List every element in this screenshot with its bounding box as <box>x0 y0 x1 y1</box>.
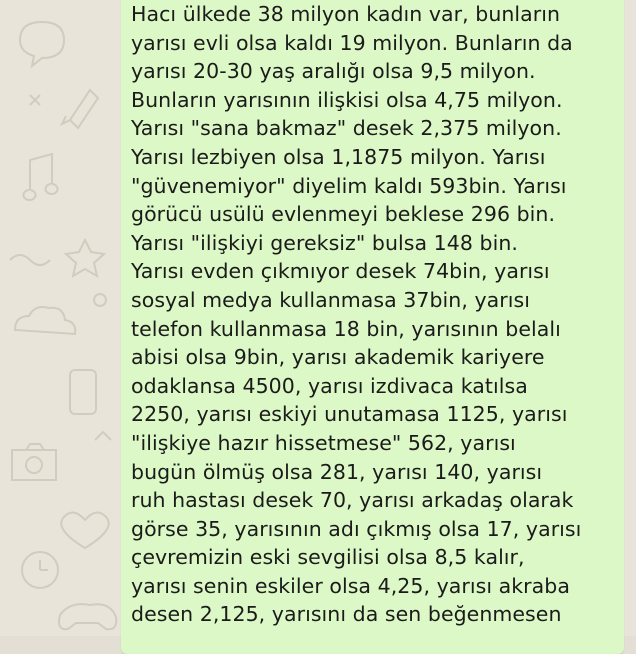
message-line: telefon kullanmasa 18 bin, yarısının belalı <box>131 316 561 341</box>
message-line: "güvenemiyor" diyelim kaldı 593bin. Yarısı <box>131 173 567 198</box>
camera-icon <box>12 444 56 480</box>
message-line: çevremizin eski sevgilisi olsa 8,5 kalır, <box>131 545 525 570</box>
chat-bubble-icon <box>20 22 64 66</box>
message-line: yarısı senin eskiler olsa 4,25, yarısı akraba <box>131 573 570 598</box>
message-line: Bunların yarısının ilişkisi olsa 4,75 milyon. <box>131 87 563 112</box>
star-icon <box>66 240 104 276</box>
message-line: Yarısı lezbiyen olsa 1,1875 milyon. Yarısı <box>131 144 546 169</box>
cloud-icon <box>15 307 75 334</box>
message-line: bugün ölmüş olsa 281, yarısı 140, yarısı <box>131 459 543 484</box>
message-line: desen 2,125, yarısını da sen beğenmesen <box>131 602 562 627</box>
message-line: ruh hastası desek 70, yarısı arkadaş olarak <box>131 488 574 513</box>
message-line: Hacı ülkede 38 milyon kadın var, bunların <box>131 2 561 26</box>
message-line: "ilişkiye hazır hissetmese" 562, yarısı <box>131 430 516 455</box>
message-line: Yarısı evden çıkmıyor desek 74bin, yarısı <box>131 259 550 284</box>
heart-icon <box>61 512 108 548</box>
game-controller-icon <box>59 604 116 629</box>
message-line: odaklansa 4500, yarısı izdivaca katılsa <box>131 373 528 398</box>
music-note-icon <box>24 154 58 200</box>
message-line: görücü usülü evlenmeyi beklese 296 bin. <box>131 202 556 227</box>
message-line: görse 35, yarısının adı çıkmış olsa 17, yarısı <box>131 516 582 541</box>
phone-icon <box>70 370 96 414</box>
rocket-icon <box>62 90 98 128</box>
message-text <box>131 0 619 629</box>
message-line: 2250, yarısı eskiyi unutamasa 1125, yarısı <box>131 402 568 427</box>
message-line: Yarısı "sana bakmaz" desek 2,375 milyon. <box>131 116 562 141</box>
message-line: abisi olsa 9bin, yarısı akademik kariyere <box>131 345 545 370</box>
message-line: yarısı 20-30 yaş aralığı olsa 9,5 milyon. <box>131 59 536 84</box>
message-line: sosyal medya kullanmasa 37bin, yarısı <box>131 287 530 312</box>
message-line: Yarısı "ilişkiyi gereksiz" bulsa 148 bin. <box>131 230 518 255</box>
message-line: yarısı evli olsa kaldı 19 milyon. Bunların da <box>131 30 573 55</box>
wallpaper-doodles <box>0 0 120 636</box>
message-bubble <box>121 0 624 654</box>
